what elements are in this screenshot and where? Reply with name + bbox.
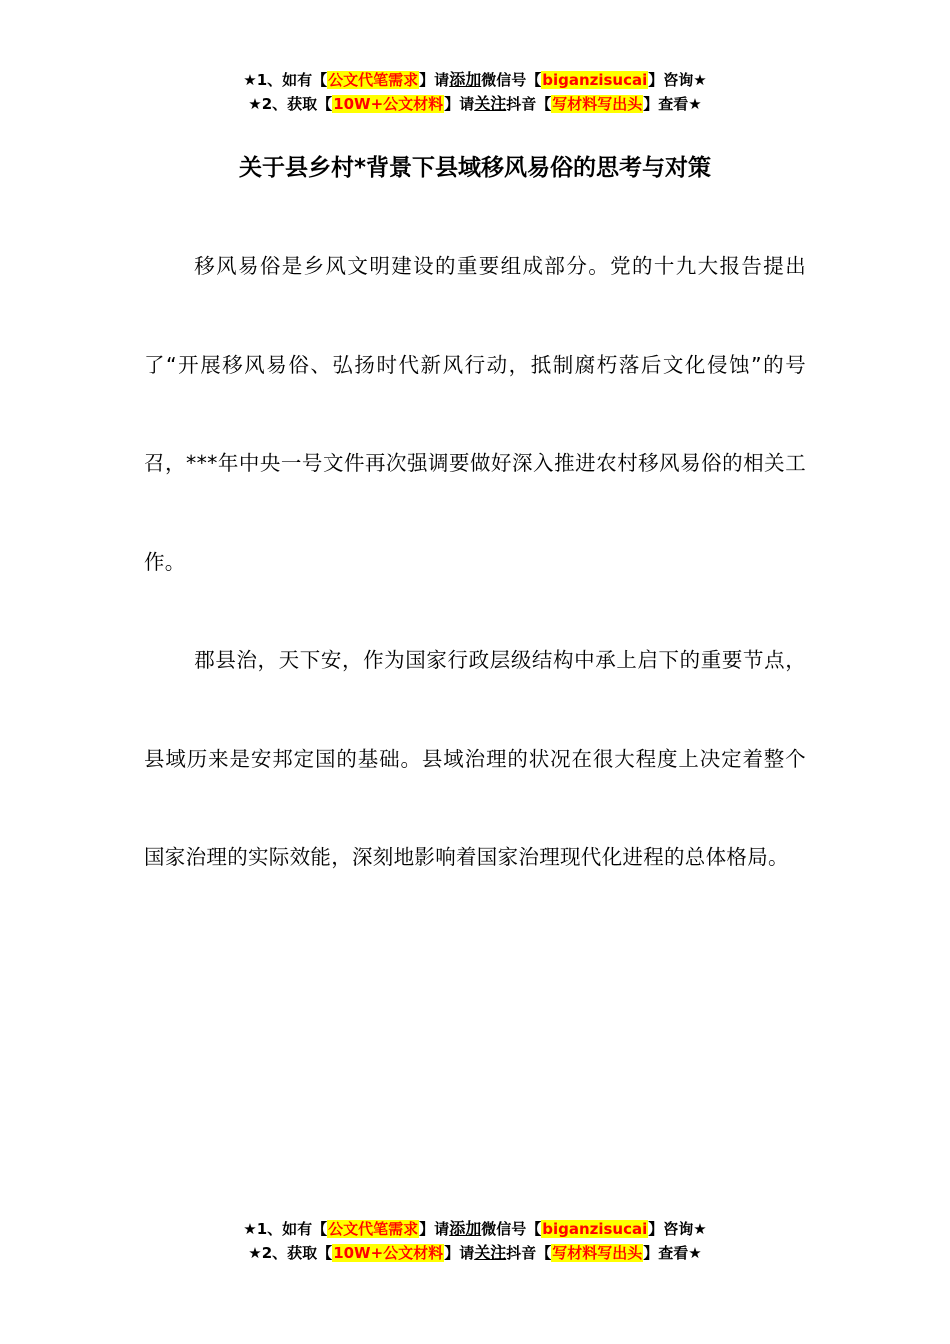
promo-underline: 关注 [474, 94, 507, 113]
promo-text: 微信号【 [481, 71, 542, 89]
document-title: 关于县乡村*背景下县域移风易俗的思考与对策 [238, 155, 712, 181]
promo-text: 】请 [444, 1244, 475, 1262]
document-body [144, 217, 806, 907]
promo-line-2 [0, 1241, 950, 1265]
promo-header [0, 68, 950, 116]
promo-highlight: 公文代笔需求 [328, 1220, 419, 1238]
promo-underline: 关注 [474, 1243, 507, 1262]
promo-wechat-id: biganzisucai [542, 71, 648, 89]
promo-text: 微信号【 [481, 1220, 542, 1238]
promo-text: 】咨询★ [648, 71, 707, 89]
promo-underline: 添加 [449, 70, 482, 89]
promo-text: 】请 [419, 71, 450, 89]
promo-text: ★1、如有【 [243, 1220, 328, 1238]
promo-text: ★1、如有【 [243, 71, 328, 89]
promo-text: 】查看★ [643, 95, 702, 113]
promo-text: ★2、获取【 [248, 1244, 333, 1262]
promo-text: 】咨询★ [648, 1220, 707, 1238]
promo-douyin-name: 写材料写出头 [552, 95, 643, 113]
promo-text: 】请 [419, 1220, 450, 1238]
promo-underline: 添加 [449, 1219, 482, 1238]
promo-wechat-id: biganzisucai [542, 1220, 648, 1238]
promo-line-2 [0, 92, 950, 116]
promo-text: 】请 [444, 95, 475, 113]
promo-highlight: 10W+公文材料 [333, 95, 444, 113]
paragraph: 移风易俗是乡风文明建设的重要组成部分。党的十九大报告提出了“开展移风易俗、弘扬时代新风行动，抵制腐朽落后文化侵蚀”的号召，***年中央一号文件再次强调要做好深入推进农村移风易俗的相关工作。 [144, 254, 806, 574]
paragraph: 郡县治，天下安，作为国家行政层级结构中承上启下的重要节点，县域历来是安邦定国的基础。县域治理的状况在很大程度上决定着整个国家治理的实际效能，深刻地影响着国家治理现代化进程的总体格局。 [144, 648, 806, 869]
promo-text: ★2、获取【 [248, 95, 333, 113]
promo-line-1 [0, 1217, 950, 1241]
promo-highlight: 10W+公文材料 [333, 1244, 444, 1262]
promo-footer [0, 1217, 950, 1265]
promo-highlight: 公文代笔需求 [328, 71, 419, 89]
promo-text: 抖音【 [506, 95, 552, 113]
promo-line-1 [0, 68, 950, 92]
promo-douyin-name: 写材料写出头 [552, 1244, 643, 1262]
promo-text: 抖音【 [506, 1244, 552, 1262]
promo-text: 】查看★ [643, 1244, 702, 1262]
